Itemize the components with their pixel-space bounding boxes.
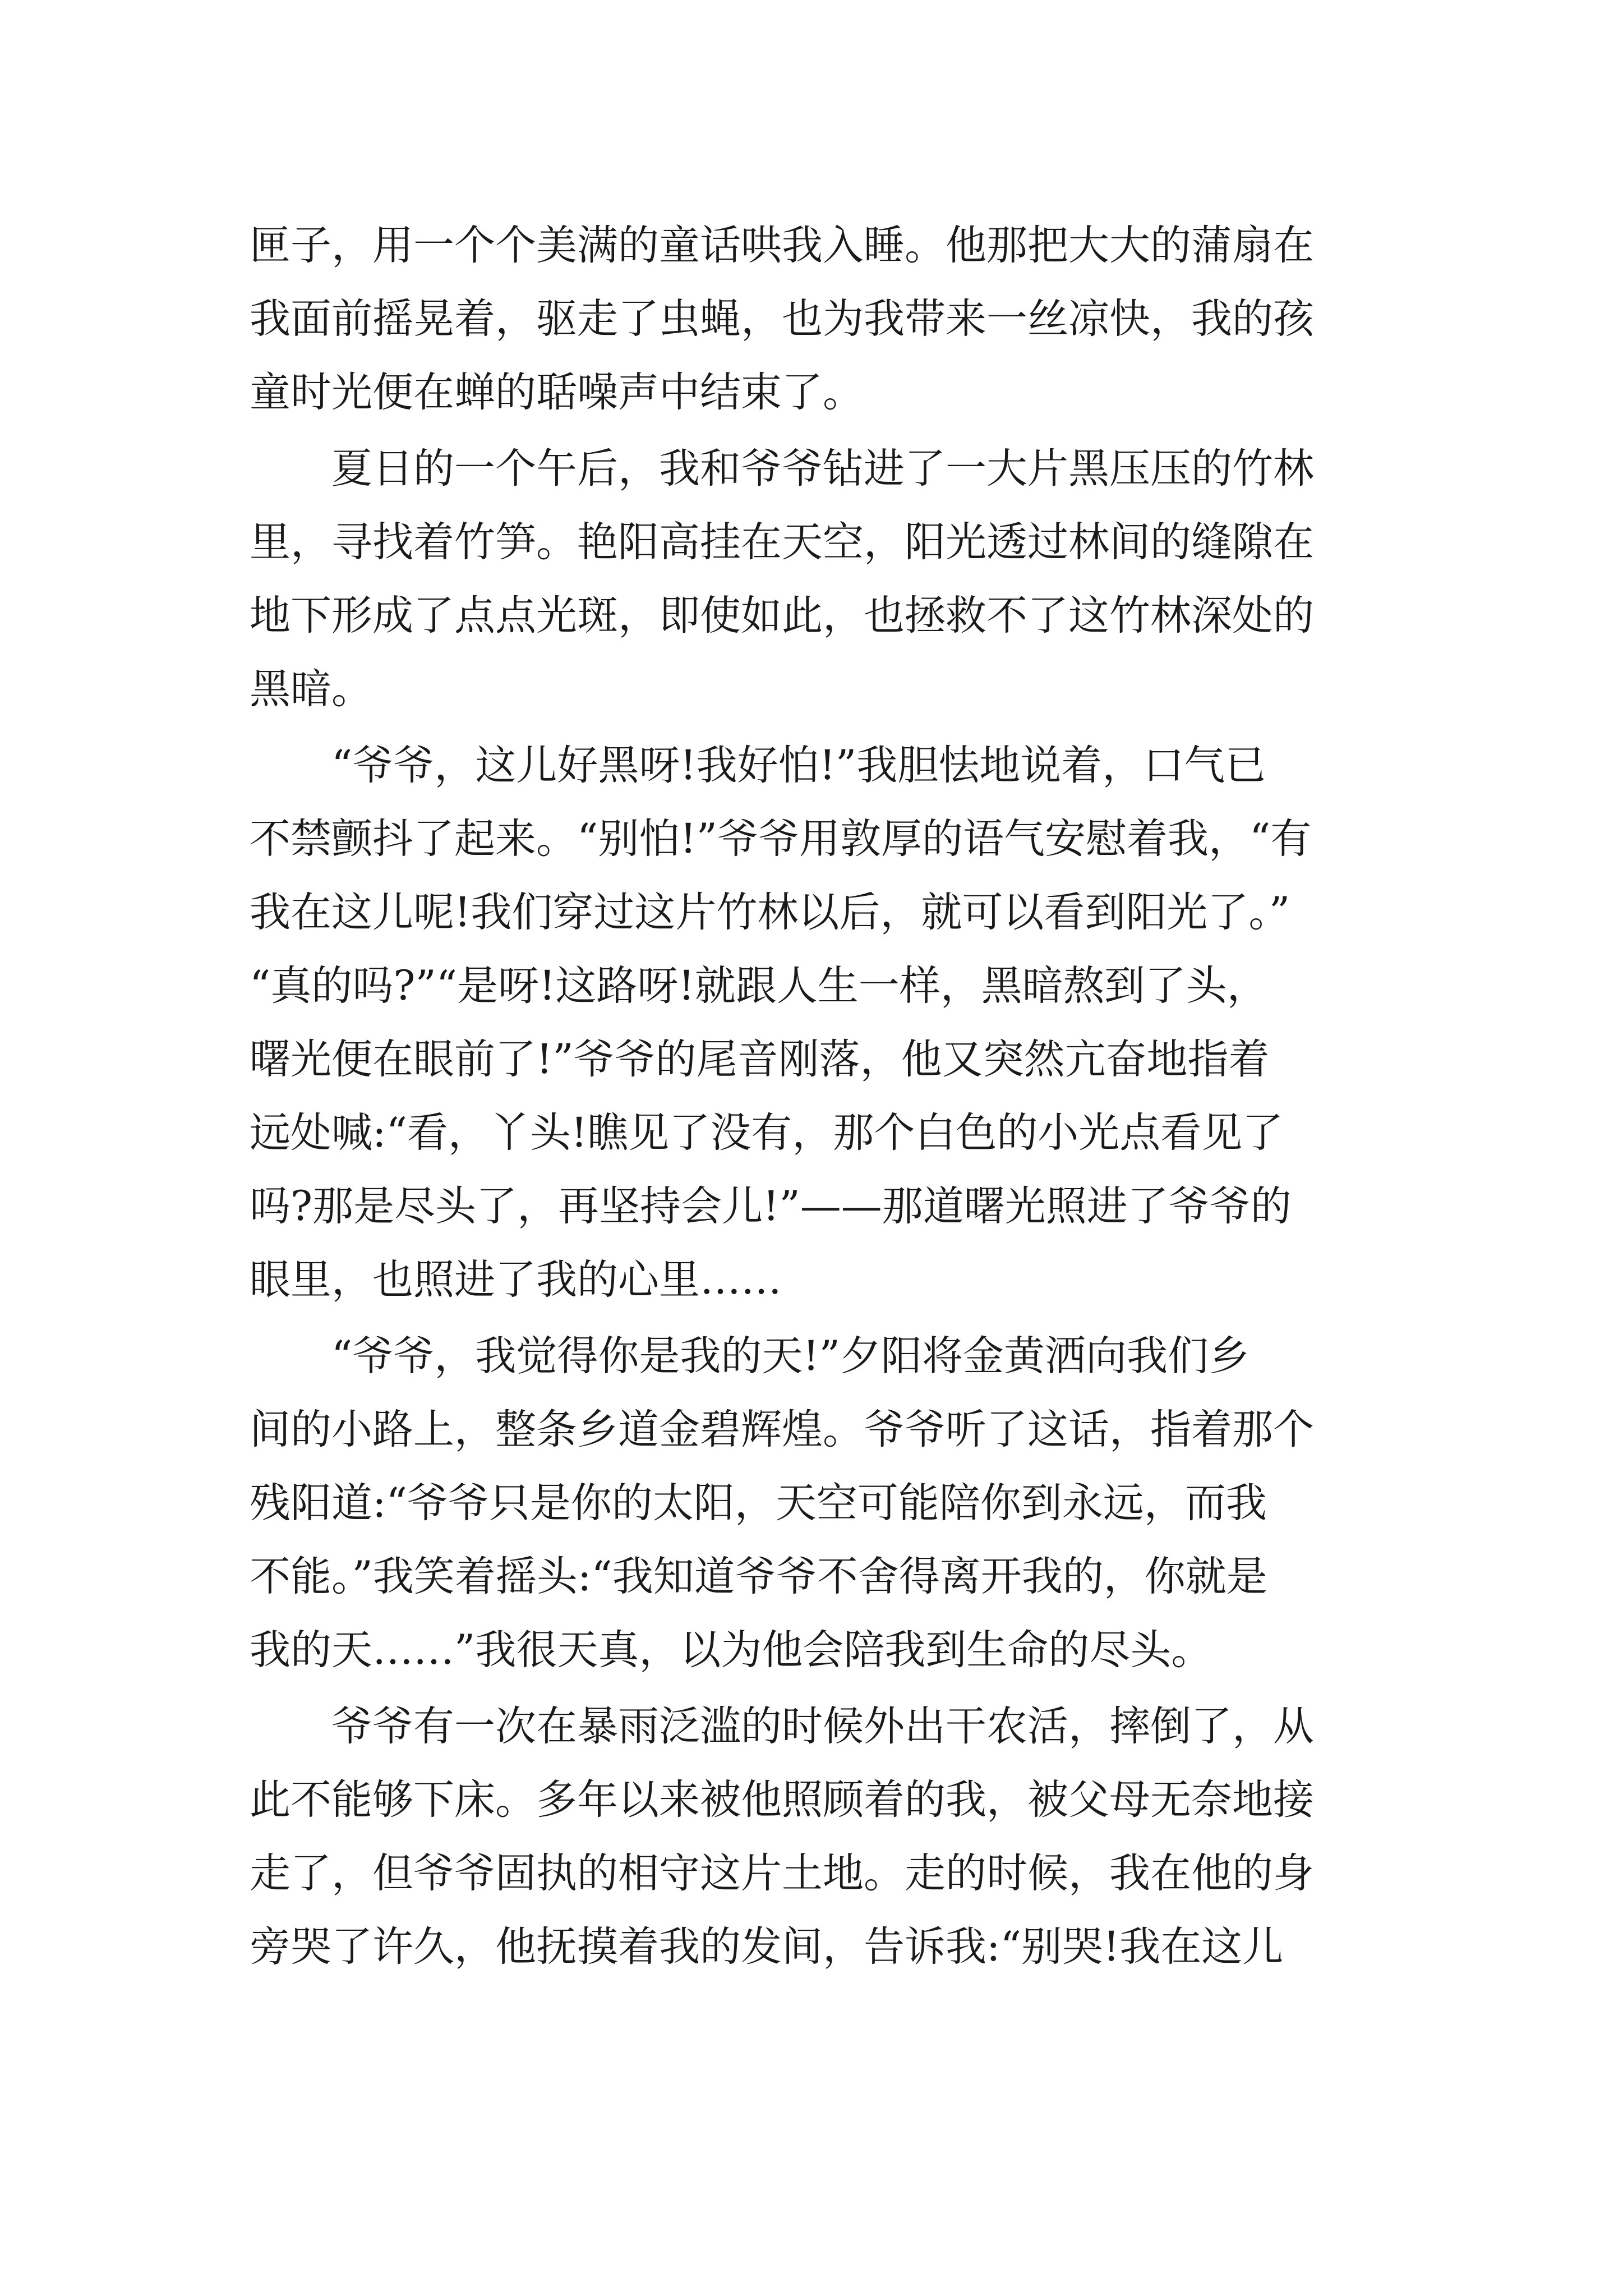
text-line: 吗?那是尽头了，再坚持会儿!”——那道曙光照进了爷爷的 [250, 1182, 1292, 1230]
text-line: “真的吗?”“是呀!这路呀!就跟人生一样，黑暗熬到了头， [250, 962, 1268, 1010]
text-line: “爷爷，这儿好黑呀!我好怕!”我胆怯地说着，口气已 [331, 742, 1266, 789]
paragraph-4 [250, 1319, 1382, 1687]
text-line: 远处喊:“看，丫头!瞧见了没有，那个白色的小光点看见了 [250, 1109, 1284, 1157]
text-line: 眼里，也照进了我的心里…… [250, 1256, 782, 1304]
text-line: 爷爷有一次在暴雨泛滥的时候外出干农活，摔倒了，从 [331, 1703, 1314, 1750]
text-line: 曙光便在眼前了!”爷爷的尾音刚落，他又突然亢奋地指着 [250, 1036, 1270, 1083]
paragraph-2 [250, 432, 1382, 726]
text-line: 里，寻找着竹笋。艳阳高挂在天空，阳光透过林间的缝隙在 [250, 518, 1314, 566]
text-line: 匣子，用一个个美满的童话哄我入睡。他那把大大的蒲扇在 [250, 222, 1314, 269]
text-line: 不禁颤抖了起来。“别怕!”爷爷用敦厚的语气安慰着我，“有 [250, 815, 1312, 863]
text-line: 不能。”我笑着摇头:“我知道爷爷不舍得离开我的，你就是 [250, 1553, 1267, 1600]
text-line: 此不能够下床。多年以来被他照顾着的我，被父母无奈地接 [250, 1776, 1314, 1824]
paragraph-1 [250, 209, 1382, 429]
text-line: 夏日的一个午后，我和爷爷钻进了一大片黑压压的竹林 [331, 445, 1314, 493]
paragraph-3 [250, 729, 1382, 1317]
text-line: 黑暗。 [250, 665, 372, 713]
text-line: 残阳道:“爷爷只是你的太阳，天空可能陪你到永远，而我 [250, 1479, 1267, 1527]
text-line: 间的小路上，整条乡道金碧辉煌。爷爷听了这话，指着那个 [250, 1406, 1314, 1453]
text-line: 童时光便在蝉的聒噪声中结束了。 [250, 369, 864, 416]
text-line: 我面前摇晃着，驱走了虫蝇，也为我带来一丝凉快，我的孩 [250, 295, 1314, 343]
text-line: 我的天……”我很天真，以为他会陪我到生命的尽头。 [250, 1626, 1212, 1674]
text-line: 我在这儿呢!我们穿过这片竹林以后，就可以看到阳光了。” [250, 889, 1290, 936]
text-line: 走了，但爷爷固执的相守这片土地。走的时候，我在他的身 [250, 1849, 1314, 1897]
paragraph-5 [250, 1690, 1382, 1984]
text-line: 旁哭了许久，他抚摸着我的发间，告诉我:“别哭!我在这儿 [250, 1923, 1284, 1971]
article-body [250, 209, 1382, 1984]
text-line: 地下形成了点点光斑，即使如此，也拯救不了这竹林深处的 [250, 592, 1314, 639]
text-line: “爷爷，我觉得你是我的天!”夕阳将金黄洒向我们乡 [331, 1332, 1249, 1380]
